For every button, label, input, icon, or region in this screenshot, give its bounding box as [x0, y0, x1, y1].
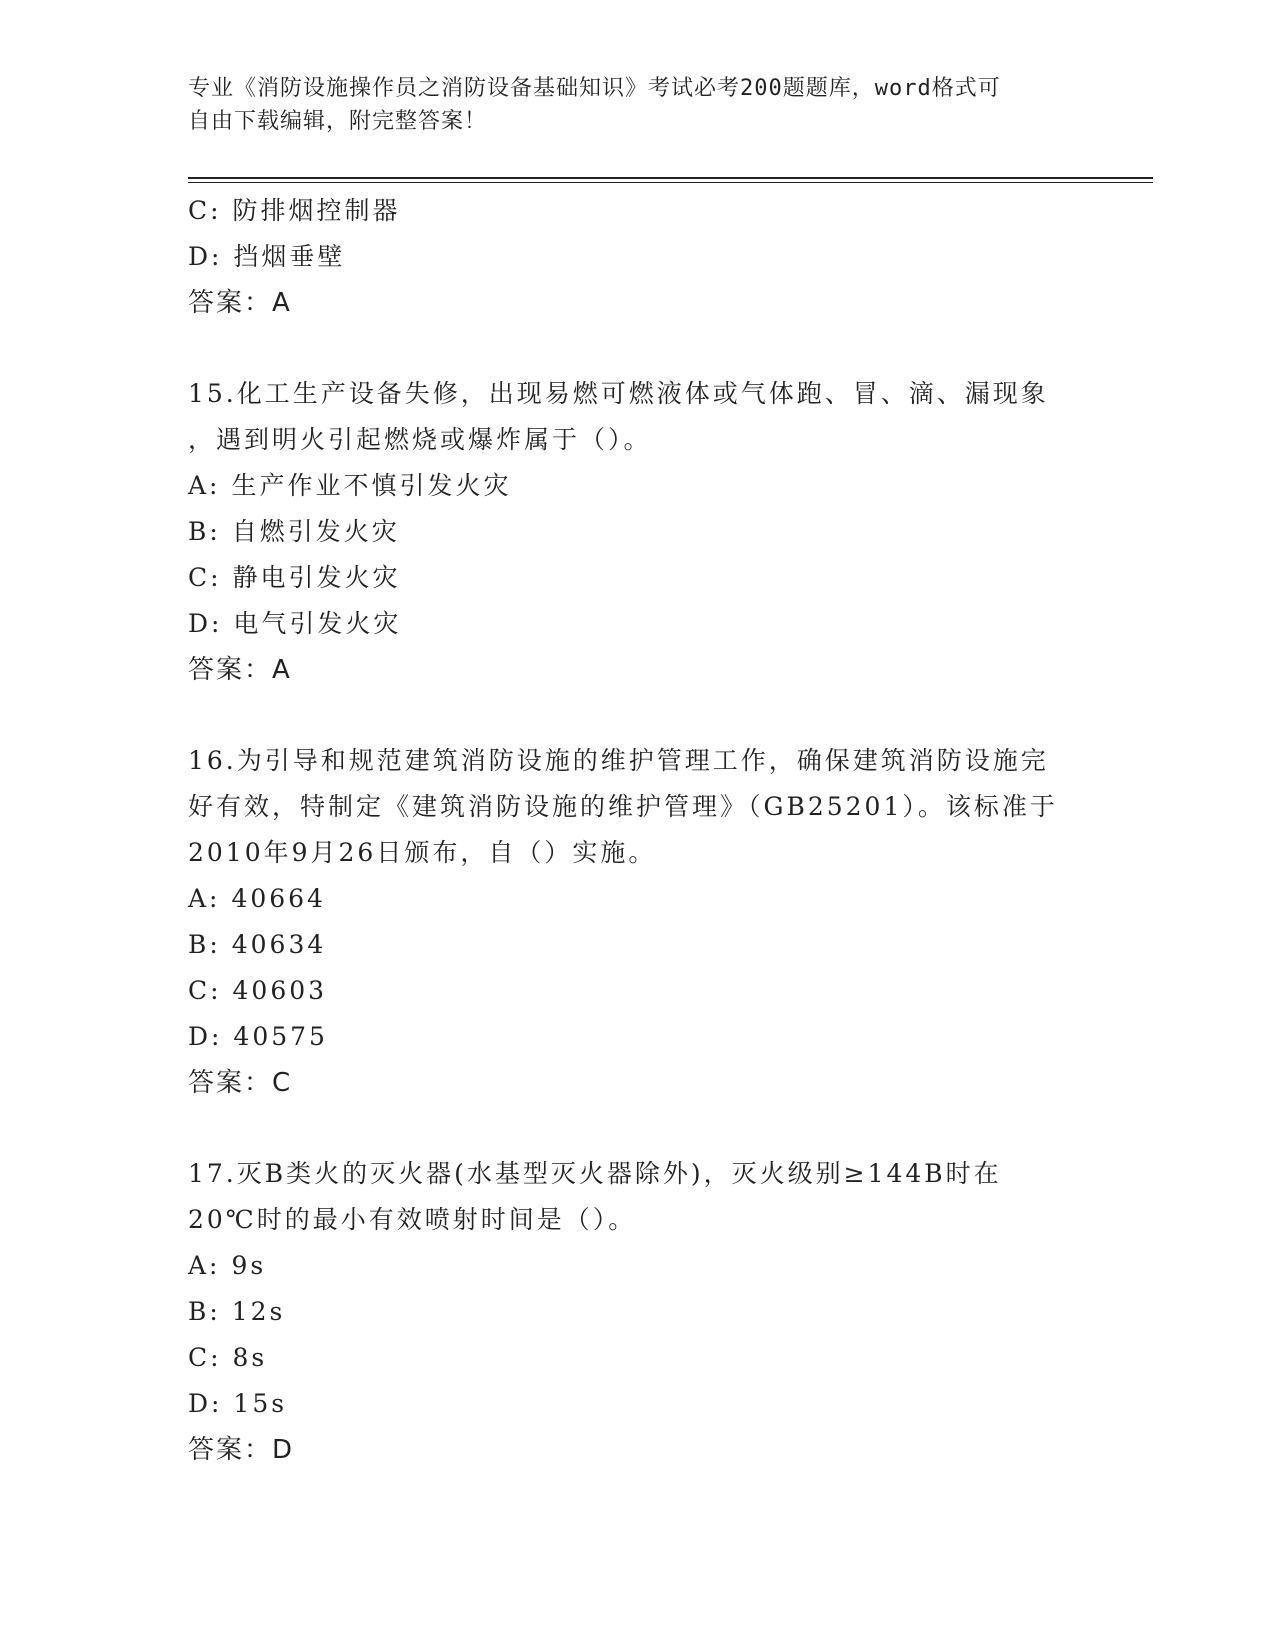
option-a: A: 9s [188, 1251, 267, 1280]
page-header [188, 72, 1088, 138]
header-line-2: 自由下载编辑，附完整答案！ [188, 109, 488, 134]
answer: 答案：D [188, 1435, 295, 1465]
option-a: A: 生产作业不慎引发火灾 [188, 471, 512, 500]
header-line-1: 专业《消防设施操作员之消防设备基础知识》考试必考200题题库，word格式可 [188, 76, 1001, 101]
option-c: C: 8s [188, 1343, 268, 1372]
question-text-line: 好有效，特制定《建筑消防设施的维护管理》（GB25201）。该标准于 [188, 792, 1058, 821]
option-c: C: 静电引发火灾 [188, 563, 401, 592]
option-d: D: 40575 [188, 1022, 328, 1051]
answer: 答案：A [188, 288, 292, 318]
option-b: B: 自燃引发火灾 [188, 517, 400, 546]
question-list [188, 188, 1088, 1473]
question-text-line: 17.灭B类火的灭火器(水基型灭火器除外)，灭火级别≥144B时在 [188, 1159, 1002, 1188]
option-b: B: 40634 [188, 930, 327, 959]
question-text-line: 2010年9月26日颁布，自（）实施。 [188, 838, 657, 867]
question-14-tail [188, 188, 1088, 326]
question-text-line: 16.为引导和规范建筑消防设施的维护管理工作，确保建筑消防设施完 [188, 746, 1049, 775]
option-c: C: 40603 [188, 976, 328, 1005]
question-17 [188, 1151, 1088, 1473]
option-d: D: 挡烟垂壁 [188, 242, 346, 271]
question-text-line: 20℃时的最小有效喷射时间是（）。 [188, 1205, 637, 1234]
question-15 [188, 371, 1088, 693]
option-a: A: 40664 [188, 884, 326, 913]
answer: 答案：C [188, 1068, 293, 1098]
option-b: B: 12s [188, 1297, 286, 1326]
answer: 答案：A [188, 655, 292, 685]
option-c: C: 防排烟控制器 [188, 196, 401, 225]
option-d: D: 15s [188, 1389, 288, 1418]
option-d: D: 电气引发火灾 [188, 609, 402, 638]
question-text-line: 15.化工生产设备失修，出现易燃可燃液体或气体跑、冒、滴、漏现象 [188, 379, 1049, 408]
question-16 [188, 738, 1088, 1106]
question-text-line: ，遇到明火引起燃烧或爆炸属于（）。 [188, 425, 652, 454]
